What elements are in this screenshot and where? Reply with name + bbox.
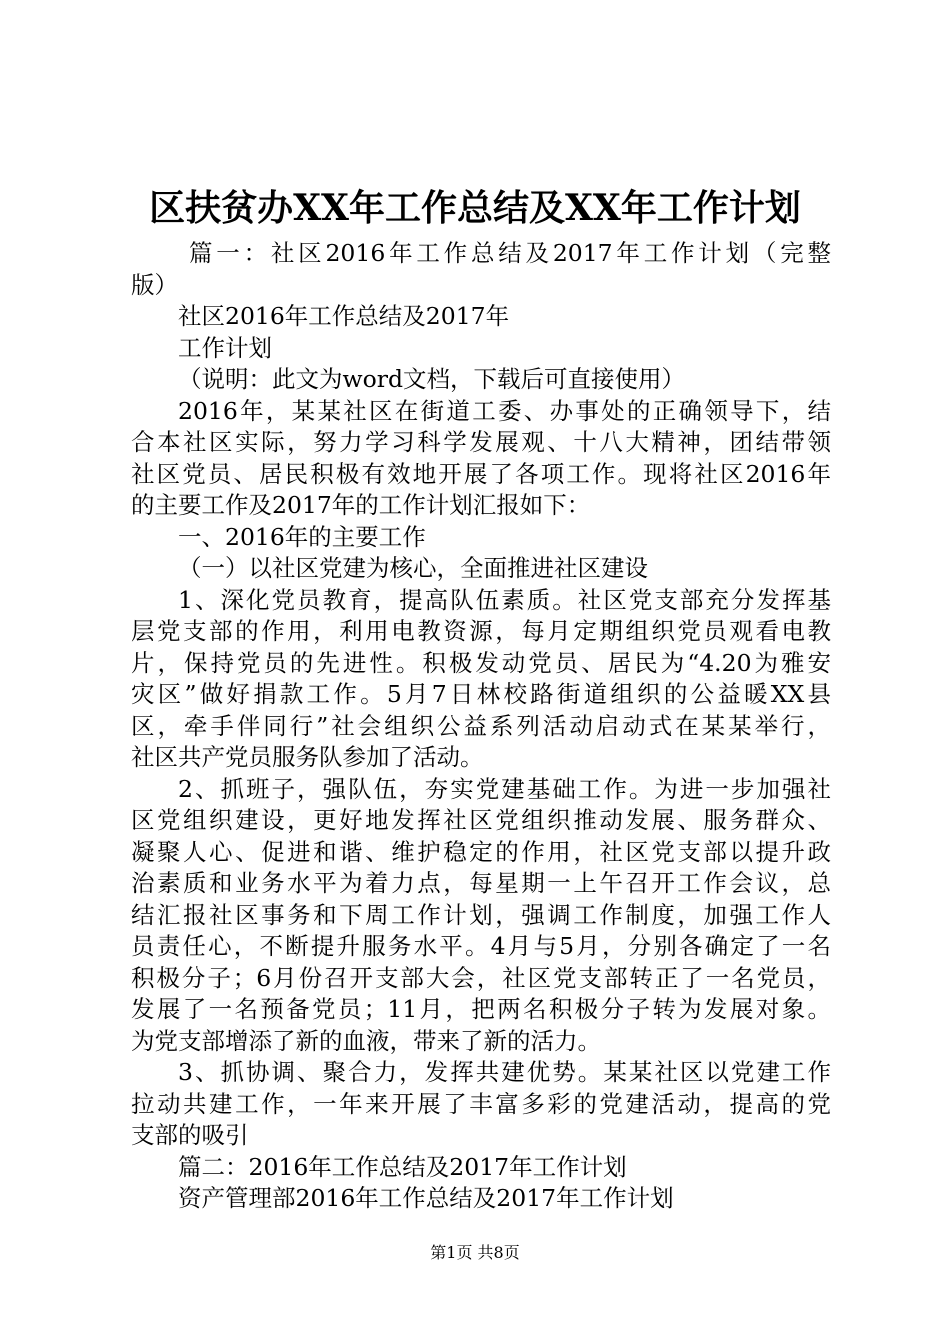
text-line: 发展了一名预备党员；11月，把两名积极分子转为发展对象。 bbox=[131, 995, 831, 1023]
text-line: 合本社区实际，努力学习科学发展观、十八大精神，团结带领 bbox=[131, 428, 831, 456]
document-title: 区扶贫办XX年工作总结及XX年工作计划 bbox=[149, 187, 801, 229]
text-line: 社区共产党员服务队参加了活动。 bbox=[131, 743, 484, 771]
text-line: 支部的吸引 bbox=[131, 1121, 249, 1149]
text-line: 资产管理部2016年工作总结及2017年工作计划 bbox=[178, 1184, 674, 1212]
text-line: 员责任心，不断提升服务水平。4月与5月，分别各确定了一名 bbox=[131, 932, 831, 960]
text-line: 层党支部的作用，利用电教资源，每月定期组织党员观看电教 bbox=[131, 617, 831, 645]
text-line: 的主要工作及2017年的工作计划汇报如下： bbox=[131, 491, 591, 519]
text-line: 灾区”做好捐款工作。5月7日林校路街道组织的公益暖XX县 bbox=[131, 680, 831, 708]
text-line: 治素质和业务水平为着力点，每星期一上午召开工作会议，总 bbox=[131, 869, 831, 897]
text-line: 3、抓协调、聚合力，发挥共建优势。某某社区以党建工作 bbox=[178, 1058, 831, 1086]
text-line: 篇二：2016年工作总结及2017年工作计划 bbox=[178, 1152, 627, 1181]
text-line: 社区党员、居民积极有效地开展了各项工作。现将社区2016年 bbox=[131, 459, 831, 488]
text-line: 2、抓班子，强队伍，夯实党建基础工作。为进一步加强社 bbox=[178, 774, 831, 803]
document-body bbox=[131, 238, 831, 1215]
text-line: 为党支部增添了新的血液，带来了新的活力。 bbox=[131, 1026, 601, 1055]
text-line: 1、深化党员教育，提高队伍素质。社区党支部充分发挥基 bbox=[178, 585, 831, 614]
text-line: 版） bbox=[131, 270, 178, 299]
text-line: 片，保持党员的先进性。积极发动党员、居民为“4.20为雅安 bbox=[131, 648, 831, 677]
text-line: 社区2016年工作总结及2017年 bbox=[178, 302, 510, 330]
text-line: 篇一：社区2016年工作总结及2017年工作计划（完整 bbox=[189, 239, 831, 267]
text-line: （一）以社区党建为核心，全面推进社区建设 bbox=[178, 554, 648, 582]
text-line: 凝聚人心、促进和谐、维护稳定的作用，社区党支部以提升政 bbox=[131, 837, 831, 866]
page-footer: 第1页 共8页 bbox=[430, 1243, 520, 1262]
text-line: 工作计划 bbox=[178, 333, 272, 362]
text-line: （说明：此文为word文档，下载后可直接使用） bbox=[178, 365, 686, 393]
text-line: 结汇报社区事务和下周工作计划，强调工作制度，加强工作人 bbox=[131, 900, 831, 929]
text-line: 拉动共建工作，一年来开展了丰富多彩的党建活动，提高的党 bbox=[131, 1089, 831, 1118]
text-line: 2016年，某某社区在街道工委、办事处的正确领导下，结 bbox=[178, 396, 831, 425]
text-line: 区党组织建设，更好地发挥社区党组织推动发展、服务群众、 bbox=[131, 806, 831, 834]
text-line: 一、2016年的主要工作 bbox=[178, 522, 426, 551]
text-line: 区，牵手伴同行”社会组织公益系列活动启动式在某某举行， bbox=[131, 711, 831, 740]
text-line: 积极分子；6月份召开支部大会，社区党支部转正了一名党员， bbox=[131, 963, 831, 992]
